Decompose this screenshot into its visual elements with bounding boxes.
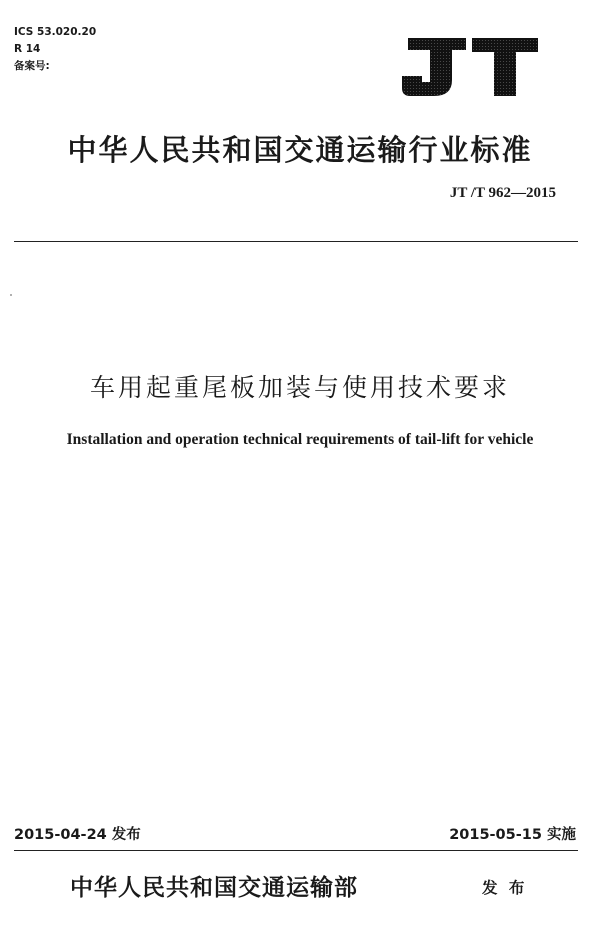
bottom-divider (14, 850, 578, 851)
class-code: R 14 (14, 43, 41, 55)
issue-date: 2015-04-24 发布 (14, 827, 141, 843)
document-title-english: Installation and operation technical requirements of tail-lift for vehicle (66, 431, 534, 448)
issue-label: 发 布 (482, 879, 528, 897)
effective-date: 2015-05-15 实施 (449, 827, 576, 843)
filing-number-label: 备案号: (14, 60, 50, 72)
document-title-chinese: 车用起重尾板加装与使用技术要求 (89, 373, 510, 402)
top-divider (14, 241, 578, 242)
standard-category-title: 中华人民共和国交通运输行业标准 (67, 133, 533, 167)
jt-logo-mark (400, 36, 540, 98)
issuing-authority: 中华人民共和国交通运输部 (70, 875, 358, 901)
ics-code: ICS 53.020.20 (14, 26, 97, 38)
speck (10, 294, 12, 296)
standard-number: JT /T 962—2015 (449, 185, 556, 201)
jt-logo (400, 36, 540, 98)
classification-block (14, 24, 96, 75)
